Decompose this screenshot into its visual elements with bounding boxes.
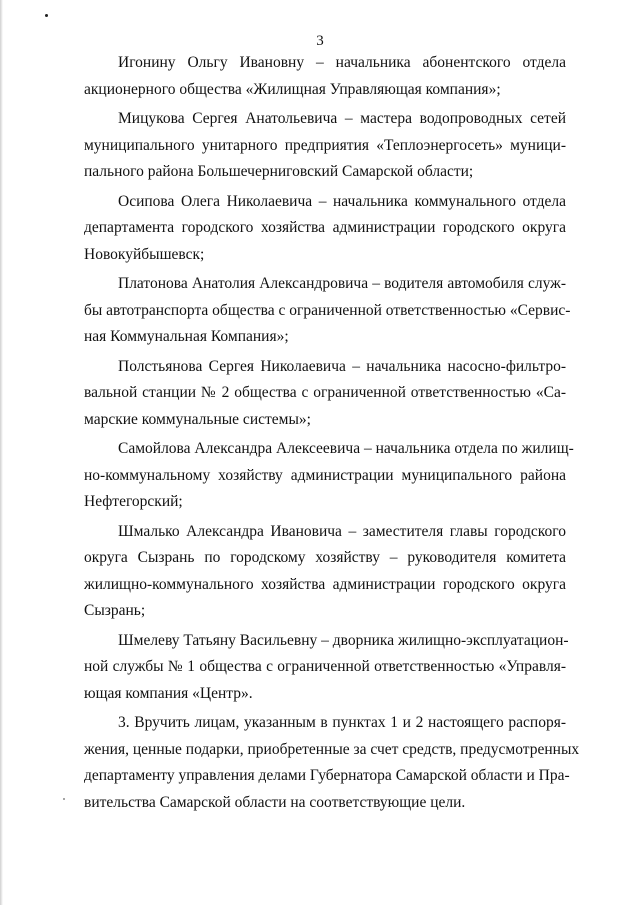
text-line: Платонова Анатолия Александровича – водителя автомобиля служ- bbox=[118, 275, 566, 292]
text-line: Новокуйбышевск; bbox=[84, 245, 205, 263]
text-line: Нефтегорский; bbox=[84, 493, 183, 510]
text-line: марские коммунальные системы»; bbox=[84, 410, 311, 428]
text-line: Шмелеву Татьяну Васильевну – дворника жилищно-эксплуатацион- bbox=[118, 631, 569, 649]
text-line: Полстьянова Сергея Николаевича – начальника насосно-фильтро- bbox=[118, 357, 566, 375]
paragraph bbox=[84, 271, 571, 351]
text-line: ная Коммунальная Компания»; bbox=[84, 328, 289, 345]
text-line: жилищно-коммунального хозяйства администрации городского округа bbox=[84, 575, 566, 593]
page-number: 3 bbox=[316, 33, 324, 49]
paragraph bbox=[84, 189, 566, 269]
paragraph bbox=[84, 519, 566, 625]
text-line: Самойлова Александра Алексеевича – начальника отдела по жилищ- bbox=[118, 440, 574, 457]
scan-speck bbox=[45, 14, 48, 17]
text-line: бы автотранспорта общества с ограниченной ответственностью «Сервис- bbox=[84, 301, 571, 319]
document-body bbox=[84, 50, 580, 816]
text-line: Шмалько Александра Ивановича – заместителя главы городского bbox=[118, 522, 566, 540]
text-line: Сызрань; bbox=[84, 602, 146, 619]
text-line: департамента городского хозяйства администрации городского округа bbox=[84, 219, 566, 236]
text-line: Игонину Ольгу Ивановну – начальника абонентского отдела bbox=[118, 54, 566, 71]
text-line: Мицукова Сергея Анатольевича – мастера водопроводных сетей bbox=[118, 110, 566, 127]
paragraph bbox=[84, 436, 574, 516]
text-line: ной службы № 1 общества с ограниченной ответственностью «Управля- bbox=[84, 658, 566, 675]
text-line: акционерного общества «Жилищная Управляющая компания»; bbox=[84, 80, 501, 98]
text-line: ющая компания «Центр». bbox=[84, 684, 253, 702]
text-line: Осипова Олега Николаевича – начальника коммунального отдела bbox=[118, 192, 566, 210]
paragraph bbox=[84, 628, 569, 708]
text-line: департаменту управления делами Губернатора Самарской области и Пра- bbox=[84, 767, 570, 784]
scan-edge bbox=[0, 0, 3, 905]
text-line: округа Сызрань по городскому хозяйству – руководителя комитета bbox=[84, 549, 566, 566]
paragraph bbox=[84, 354, 566, 434]
paragraph bbox=[84, 50, 566, 103]
text-line: муниципального унитарного предприятия «Теплоэнергосеть» муници- bbox=[84, 136, 566, 154]
text-line: вительства Самарской области на соответствующие цели. bbox=[84, 793, 466, 811]
text-line: 3. Вручить лицам, указанным в пунктах 1 и 2 настоящего распоря- bbox=[118, 714, 566, 731]
text-line: но-коммунальному хозяйству администрации муниципального района bbox=[84, 466, 566, 484]
paragraph bbox=[84, 710, 580, 816]
text-line: пального района Большечерниговский Самарской области; bbox=[84, 163, 474, 180]
scan-speck bbox=[63, 798, 65, 800]
text-line: вальной станции № 2 общества с ограниченной ответственностью «Са- bbox=[84, 384, 566, 401]
paragraph bbox=[84, 106, 566, 186]
text-line: жения, ценные подарки, приобретенные за счет средств, предусмотренных bbox=[84, 740, 580, 758]
